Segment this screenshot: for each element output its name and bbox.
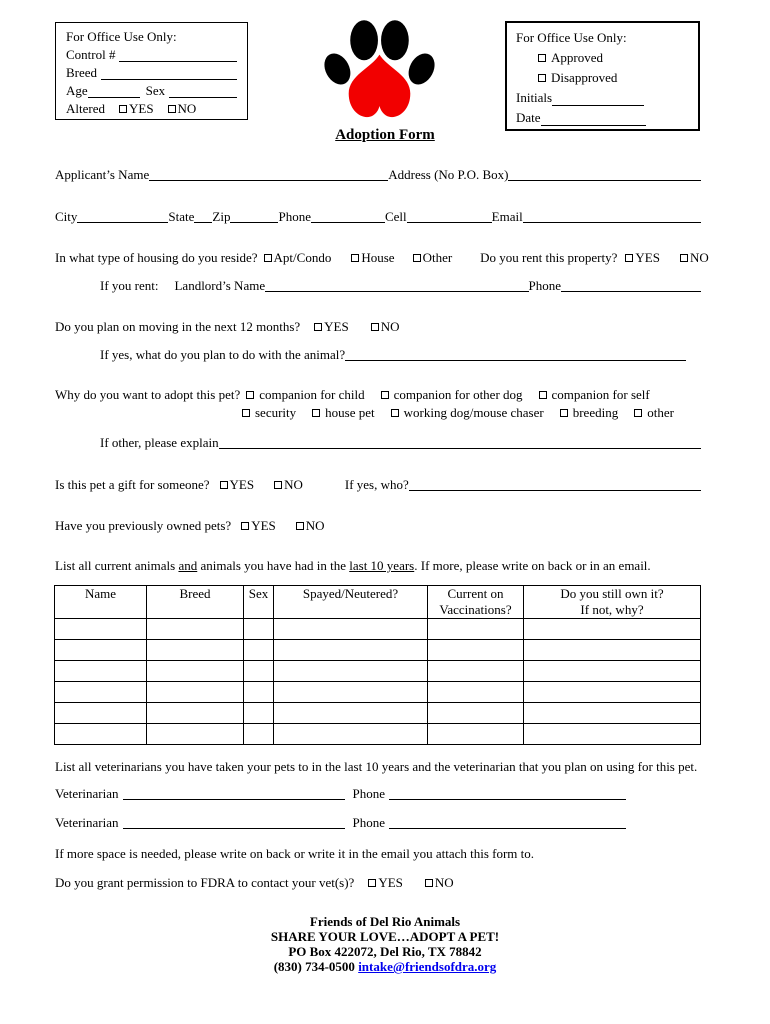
state-label: State [168,209,195,224]
vet1-row [55,785,701,802]
table-cell[interactable] [274,682,428,703]
age-blank[interactable] [88,97,140,98]
breed-row [66,64,237,82]
email-label: Email [491,209,523,224]
moving-no-checkbox[interactable] [371,318,400,335]
reason-house-pet-checkbox[interactable] [312,404,374,421]
checkbox-icon [539,391,547,399]
landlord-name-label: Landlord’s Name [174,278,266,293]
table-cell[interactable] [55,661,147,682]
zip-label: Zip [212,209,231,224]
reason-house-pet-label: house pet [325,405,375,420]
table-cell[interactable] [274,661,428,682]
table-cell[interactable] [244,661,274,682]
col-header-name: Name [55,586,147,619]
sex-blank[interactable] [169,97,237,98]
moving-yes-label: YES [324,319,349,334]
org-name: Friends of Del Rio Animals [309,914,461,929]
office-use-box-right [505,21,700,131]
moving-row [55,318,701,335]
reason-working-label: working dog/mouse chaser [403,405,544,420]
vet-intro: List all veterinarians you have taken your pets to in the last 10 years and the veterinarian that you plan on using for this pet. [55,759,698,774]
col-header-own [524,586,701,619]
animal-list-intro [55,557,701,574]
org-phone: (830) 734-0500 [273,959,355,974]
animal-history-table [54,585,701,745]
previous-no-checkbox[interactable] [296,517,325,534]
rent-yes-checkbox[interactable] [625,249,660,266]
checkbox-icon [264,254,272,262]
previous-pets-row [55,517,701,534]
breed-label: Breed [66,65,98,80]
altered-no-label: NO [177,101,197,116]
checkbox-icon [296,522,304,530]
moving-yes-checkbox[interactable] [314,318,349,335]
previous-yes-checkbox[interactable] [241,517,276,534]
col-header-own-line2: If not, why? [580,602,644,617]
state-blank[interactable] [194,222,212,223]
animal-list-text-2: animals you have had in the [197,558,350,573]
table-cell[interactable] [524,703,701,724]
reason-breeding-label: breeding [572,405,619,420]
housing-apt-checkbox[interactable] [264,249,332,266]
col-header-breed: Breed [147,586,244,619]
col-header-spayed: Spayed/Neutered? [274,586,428,619]
office-right-title-row [516,28,689,48]
landlord-phone-blank[interactable] [561,291,701,292]
col-header-vaccinations: Current on Vaccinations? [428,586,524,619]
table-cell[interactable] [524,724,701,745]
checkbox-icon [425,879,433,887]
checkbox-icon [413,254,421,262]
checkbox-icon [351,254,359,262]
table-cell[interactable] [244,682,274,703]
disapproved-row [538,68,689,88]
control-number-row [66,46,237,64]
table-cell[interactable] [147,640,244,661]
moving-ifyes-label: If yes, what do you plan to do with the animal? [100,347,346,362]
adopt-reason-row1 [55,386,701,403]
more-space-note: If more space is needed, please write on back or write it in the email you attach this form to. [55,846,535,861]
org-contact-line [0,959,770,974]
reason-working-checkbox[interactable] [391,404,544,421]
table-cell[interactable] [274,619,428,640]
office-left-title: For Office Use Only: [66,29,177,44]
gift-who-label: If yes, who? [344,477,409,492]
table-cell[interactable] [244,724,274,745]
table-cell[interactable] [147,682,244,703]
vet2-row [55,814,701,831]
vet2-name-blank[interactable] [123,828,345,829]
housing-other-label: Other [422,250,453,265]
moving-no-label: NO [380,319,400,334]
checkbox-icon [560,409,568,417]
initials-blank[interactable] [552,105,644,106]
vet-permission-question: Do you grant permission to FDRA to contact your vet(s)? [55,875,355,890]
control-number-blank[interactable] [119,61,237,62]
previous-no-label: NO [305,518,325,533]
permission-yes-label: YES [378,875,403,890]
table-cell[interactable] [428,682,524,703]
form-content [55,166,709,891]
table-cell[interactable] [428,619,524,640]
gift-question: Is this pet a gift for someone? [55,477,210,492]
checkbox-icon [314,323,322,331]
reason-child-label: companion for child [259,387,365,402]
checkbox-icon [625,254,633,262]
moving-ifyes-row [100,346,701,363]
table-cell[interactable] [244,640,274,661]
moving-question: Do you plan on moving in the next 12 months? [55,319,301,334]
if-you-rent-label: If you rent: [100,278,159,293]
animal-list-underline-years: last 10 years [349,558,415,573]
table-cell[interactable] [55,619,147,640]
sex-label: Sex [145,83,166,98]
table-cell[interactable] [55,682,147,703]
reason-other-dog-label: companion for other dog [393,387,523,402]
office-use-box-left [55,22,248,120]
gift-yes-checkbox[interactable] [220,476,255,493]
approved-row [538,48,689,68]
address-blank[interactable] [508,180,701,181]
checkbox-icon [538,74,546,82]
vet2-label: Veterinarian [55,815,119,830]
adopt-reason-question: Why do you want to adopt this pet? [55,387,241,402]
housing-question: In what type of housing do you reside? [55,250,258,265]
table-cell[interactable] [55,703,147,724]
date-row [516,108,689,128]
altered-yes-label: YES [128,101,154,116]
table-cell[interactable] [244,703,274,724]
reason-other-checkbox[interactable] [634,404,674,421]
org-email-link[interactable]: intake@friendsofdra.org [358,959,497,974]
table-cell[interactable] [55,640,147,661]
checkbox-icon [220,481,228,489]
gift-no-label: NO [284,477,303,492]
table-cell[interactable] [524,661,701,682]
rent-no-label: NO [689,250,709,265]
table-row [55,682,701,703]
reason-ifother-row [100,434,701,451]
table-cell[interactable] [55,724,147,745]
cell-blank[interactable] [407,222,492,223]
checkbox-icon [246,391,254,399]
form-title: Adoption Form [335,127,435,143]
checkbox-icon [242,409,250,417]
age-label: Age [66,83,88,98]
rent-no-checkbox[interactable] [680,249,709,266]
checkbox-icon [168,105,176,113]
reason-other-label: other [647,405,674,420]
table-row [55,661,701,682]
table-cell[interactable] [274,724,428,745]
applicant-row [55,166,701,183]
table-cell[interactable] [428,661,524,682]
landlord-row [100,277,701,294]
gift-who-blank[interactable] [409,490,701,491]
reason-ifother-blank[interactable] [219,448,701,449]
table-cell[interactable] [147,661,244,682]
office-left-title-row [66,28,237,46]
reason-breeding-checkbox[interactable] [560,404,618,421]
permission-no-checkbox[interactable] [425,874,454,891]
footer [0,914,770,974]
housing-house-checkbox[interactable] [351,249,394,266]
table-row [55,703,701,724]
housing-house-label: House [361,250,395,265]
reason-self-checkbox[interactable] [539,386,650,403]
reason-security-label: security [255,405,297,420]
date-label: Date [516,110,541,125]
org-tagline: SHARE YOUR LOVE…ADOPT A PET! [270,929,500,944]
reason-other-dog-checkbox[interactable] [381,386,523,403]
landlord-name-blank[interactable] [265,291,528,292]
table-cell[interactable] [274,703,428,724]
vet1-name-blank[interactable] [123,799,345,800]
housing-other-checkbox[interactable] [413,249,453,266]
altered-row [66,100,237,118]
checkbox-icon [538,54,546,62]
table-cell[interactable] [147,619,244,640]
address-label: Address (No P.O. Box) [388,167,509,182]
checkbox-icon [634,409,642,417]
adopt-reason-row2 [242,404,701,421]
zip-blank[interactable] [230,222,278,223]
email-blank[interactable] [523,222,701,223]
animal-list-underline-and: and [178,558,198,573]
city-row [55,208,701,225]
table-cell[interactable] [524,640,701,661]
reason-security-checkbox[interactable] [242,404,296,421]
applicant-name-label: Applicant’s Name [55,167,150,182]
reason-child-checkbox[interactable] [246,386,364,403]
initials-label: Initials [516,90,553,105]
heart-icon [349,55,411,117]
office-right-title: For Office Use Only: [516,30,627,45]
cell-label: Cell [384,209,407,224]
control-number-label: Control # [66,47,116,62]
phone-label: Phone [278,209,311,224]
checkbox-icon [312,409,320,417]
city-label: City [55,209,78,224]
table-cell[interactable] [428,703,524,724]
vet1-phone-blank[interactable] [389,799,626,800]
altered-label: Altered [66,101,105,116]
checkbox-icon [368,879,376,887]
checkbox-icon [371,323,379,331]
previous-pets-question: Have you previously owned pets? [55,518,232,533]
gift-no-checkbox[interactable] [274,476,303,493]
age-sex-row [66,82,237,100]
vet1-label: Veterinarian [55,786,119,801]
table-cell[interactable] [274,640,428,661]
city-blank[interactable] [77,222,168,223]
animal-list-text-1: List all current animals [55,558,179,573]
date-blank[interactable] [541,125,646,126]
col-header-sex: Sex [244,586,274,619]
checkbox-icon [381,391,389,399]
animal-list-text-3: . If more, please write on back or in an email. [414,558,651,573]
landlord-phone-label: Phone [528,278,561,293]
col-header-own-line1: Do you still own it? [560,586,664,601]
table-row [55,640,701,661]
housing-row [55,249,709,266]
checkbox-icon [274,481,282,489]
vet1-phone-label: Phone [352,786,386,801]
rent-yes-label: YES [635,250,660,265]
altered-yes-checkbox[interactable] [119,100,154,118]
disapproved-label: Disapproved [551,70,618,85]
rent-question: Do you rent this property? [480,250,618,265]
table-cell[interactable] [524,619,701,640]
vet2-phone-blank[interactable] [389,828,626,829]
vet2-phone-label: Phone [352,815,386,830]
table-row [55,619,701,640]
breed-blank[interactable] [101,79,237,80]
disapproved-checkbox[interactable] [538,68,617,88]
gift-yes-label: YES [229,477,255,492]
phone-blank[interactable] [311,222,385,223]
checkbox-icon [680,254,688,262]
previous-yes-label: YES [251,518,276,533]
permission-no-label: NO [434,875,454,890]
checkbox-icon [391,409,399,417]
moving-ifyes-blank[interactable] [345,360,686,361]
initials-row [516,88,689,108]
table-cell[interactable] [428,724,524,745]
housing-apt-label: Apt/Condo [273,250,332,265]
checkbox-icon [119,105,127,113]
applicant-name-blank[interactable] [149,180,388,181]
altered-no-checkbox[interactable] [168,100,197,118]
paw-print-icon [322,10,437,128]
table-cell[interactable] [244,619,274,640]
table-cell[interactable] [428,640,524,661]
table-row [55,724,701,745]
vet-permission-row [55,874,701,891]
checkbox-icon [241,522,249,530]
paw-heart-logo [322,10,437,132]
table-cell[interactable] [147,724,244,745]
reason-ifother-label: If other, please explain [100,435,219,450]
table-header-row [55,586,701,619]
permission-yes-checkbox[interactable] [368,874,403,891]
table-cell[interactable] [524,682,701,703]
approved-checkbox[interactable] [538,48,603,68]
gift-row [55,476,701,493]
reason-self-label: companion for self [551,387,650,402]
org-address: PO Box 422072, Del Rio, TX 78842 [288,944,482,959]
table-cell[interactable] [147,703,244,724]
approved-label: Approved [551,50,603,65]
